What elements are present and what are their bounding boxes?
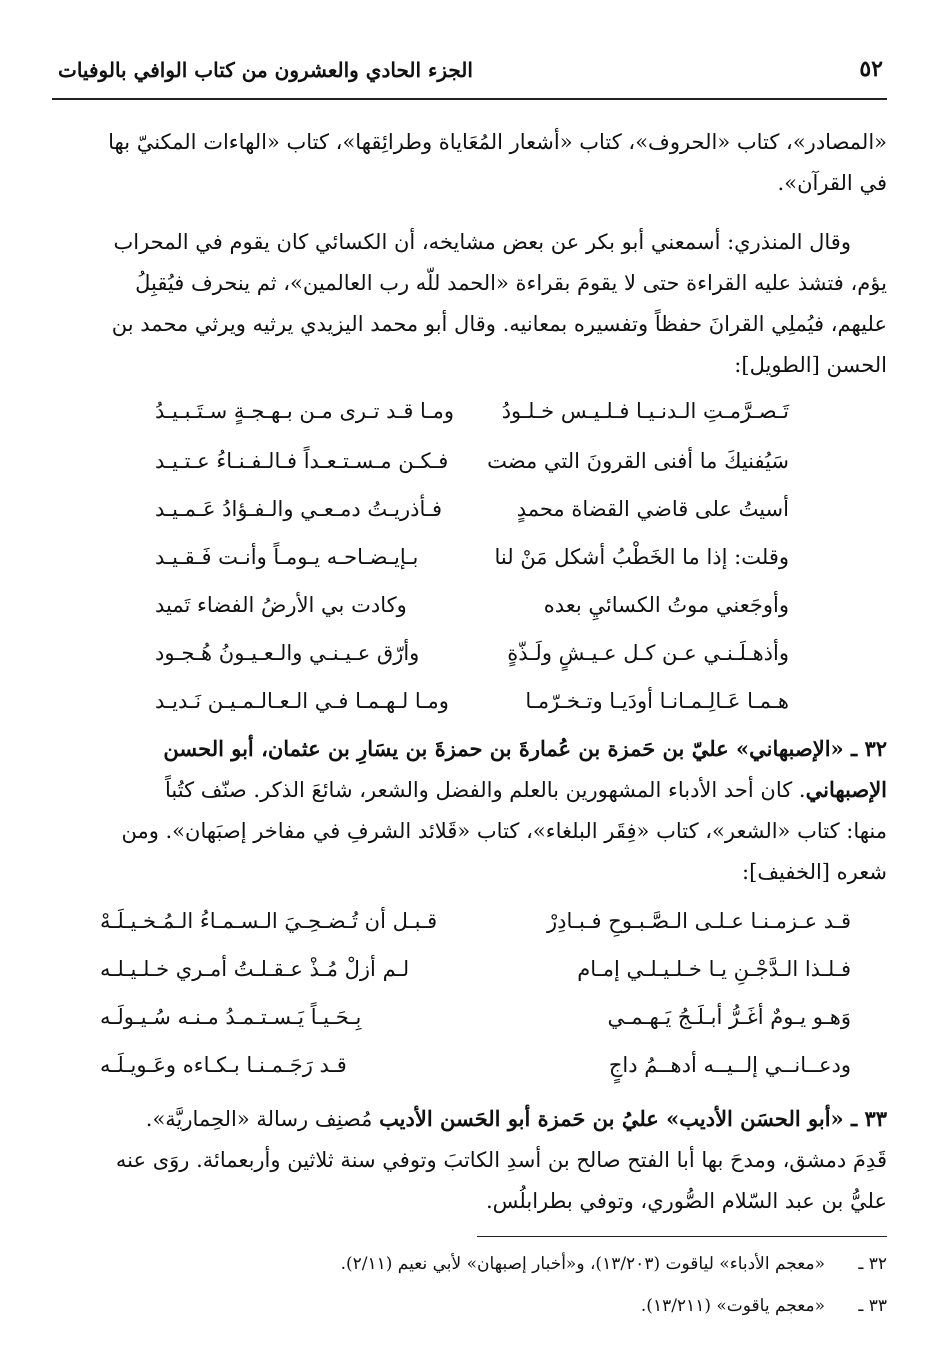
intro-paragraph	[52, 122, 887, 204]
entry-heading: ٣٢ ـ «الإصبهاني» عليّ بن حَمزة بن عُمارةَ بن حمزةَ بن يسَارِ بن عثمان، أبو الحسن	[163, 736, 887, 761]
text-line: عليُّ بن عبد السّلام الصُّوري، وتوفي بطرابلُس.	[485, 1189, 887, 1213]
footnote-number: ٣٢ ـ	[858, 1254, 887, 1274]
text-line: في القرآن».	[777, 171, 887, 195]
text-line: قَدِمَ دمشق، ومدحَ بها أبا الفتح صالح بن أسدِ الكاتبَ وتوفي سنة ثلاثين وأربعمائة. روَى عنه	[115, 1148, 887, 1172]
entry-32	[52, 728, 887, 893]
verse-hemistich-second: فـأذريـتُ دمـعـي والـفـؤادُ عَـمـيـد	[155, 497, 443, 521]
verse-hemistich-first: وَهـو يـومٌ أغَـرُّ أبـلَـجُ يَـهـمـي	[607, 1005, 851, 1029]
mundhiri-paragraph	[52, 222, 887, 386]
footnote	[52, 1250, 887, 1278]
entry-name: الإصبهاني	[805, 777, 887, 802]
poem-verse	[155, 488, 789, 530]
verse-hemistich-first: أسيتُ على قاضي القضاة محمدٍ	[516, 497, 789, 521]
verse-hemistich-first: وأوجَعني موتُ الكسائيِ بعده	[543, 593, 789, 617]
text-line	[52, 769, 887, 811]
poem-verse	[100, 1044, 851, 1086]
footnote-text: «معجم ياقوت» (١٣/٢١١).	[640, 1296, 825, 1316]
poem-verse	[155, 390, 789, 432]
poem-verse	[100, 900, 851, 942]
verse-hemistich-second: ومـا لـهـمـا فـي الـعـالـمـيـن نَـديـد	[155, 689, 449, 713]
text-line: الحسن [الطويل]:	[734, 353, 887, 377]
verse-hemistich-first: وأذهـلَـنـي عـن كـل عـيـشٍ ولَـذّةٍ	[507, 641, 789, 665]
page-number: ٥٢	[859, 56, 883, 82]
footnote-number: ٣٣ ـ	[858, 1296, 887, 1316]
verse-hemistich-first: ودعــانــي إلــيــه أدهــمُ داجٍ	[608, 1053, 851, 1077]
entry-33	[52, 1098, 887, 1222]
verse-hemistich-first: هـمـا عَـالِـمـانـا أودَيـا وتـخـرّمـا	[525, 689, 789, 713]
text-line: عليهم، فيُملِي القرانَ حفظاً وتفسيره بمعانيه. وقال أبو محمد اليزيدي يرثيه ويرثي محمد بن	[111, 312, 887, 336]
text-line	[52, 1098, 887, 1140]
poem-verse	[155, 680, 789, 722]
verse-hemistich-first: قـد عـزمـنـا عـلـى الـصَّـبـوحِ فـبـادِرْ	[547, 909, 851, 933]
text-line: يؤم، فتشذ عليه القراءة حتى لا يقومَ بقراءة «الحمد للّه رب العالمين»، ثم ينحرف فيُقبِلُ	[135, 271, 887, 295]
poem-verse	[155, 440, 789, 482]
verse-hemistich-second: وأرّق عـيـنـي والـعـيـونُ هُـجـود	[155, 641, 420, 665]
verse-hemistich-second: وكادت بي الأرضُ الفضاء تَميد	[155, 593, 407, 617]
poem-verse	[155, 584, 789, 626]
footnote-divider	[477, 1236, 887, 1237]
verse-hemistich-second: لـم أزلْ مُـذْ عـقـلـتُ أمـري خـلـيـلـه	[100, 957, 410, 981]
verse-hemistich-second: فـكـن مـسـتـعـداً فـالـفـنـاءُ عـتـيـد	[155, 449, 449, 473]
text-run: . كان أحد الأدباء المشهورين بالعلم والفضل والشعر، شائعَ الذكر. صنّف كتُباً	[165, 778, 806, 802]
verse-hemistich-first: وقلت: إذا ما الخَطْبُ أشكل مَنْ لنا	[494, 545, 789, 569]
verse-hemistich-first: فـلـذا الـدَّجْـنِ يـا خـلـيـلـي إمـام	[577, 957, 851, 981]
verse-hemistich-second: ومـا قـد تـرى مـن بـهـجـةٍ سـتَـبـيـدُ	[155, 399, 454, 423]
footnote	[52, 1292, 887, 1320]
page-header	[52, 50, 887, 100]
poem-verse	[100, 996, 851, 1038]
text-line: شعره [الخفيف]:	[742, 860, 887, 884]
poem-verse	[155, 536, 789, 578]
text-line: وقال المنذري: أسمعني أبو بكر عن بعض مشايخه، أن الكسائي كان يقوم في المحراب	[113, 230, 851, 254]
verse-hemistich-second: قـد رَجَـمـنـا بـكـاءه وعَـويـلَـه	[100, 1053, 347, 1077]
verse-hemistich-second: بِـحَـيـاً يَـسـتـمـدُ مـنـه سُـيـولَـه	[100, 1005, 362, 1029]
text-line: منها: كتاب «الشعر»، كتاب «فِقَر البلغاء»، كتاب «قَلائد الشرفِ في مفاخر إصبَهان». ومن	[121, 819, 887, 843]
text-run: مُصنِف رسالة «الحِماريَّة».	[145, 1107, 380, 1131]
text-line: «المصادر»، كتاب «الحروف»، كتاب «أشعار المُعَاياة وطرائِقها»، كتاب «الهاءات المكنيّ بها	[108, 130, 887, 154]
verse-hemistich-first: تَـصـرَّمـتِ الـدنـيـا فـلـيـس خـلـودُ	[501, 399, 789, 423]
running-title: الجزء الحادي والعشرون من كتاب الوافي بالوفيات	[58, 58, 473, 82]
poem-verse	[100, 948, 851, 990]
verse-hemistich-second: بـإيـضـاحـه يـومـاً وأنـت فَـقـيـد	[155, 545, 419, 569]
poem-verse	[155, 632, 789, 674]
verse-hemistich-first: سَيُفنيكَ ما أفنى القرونَ التي مضت	[487, 449, 789, 473]
verse-hemistich-second: قـبـل أن تُـضـحِـيَ الـسـمـاءُ الـمُـخـيـلَـهْ	[100, 909, 438, 933]
footnote-text: «معجم الأدباء» لياقوت (١٣/٢٠٣)، و«أخبار إصبهان» لأبي نعيم (٢/١١).	[340, 1254, 825, 1274]
entry-heading: ٣٣ ـ «أبو الحسَن الأديب» عليُ بن حَمزة أبو الحَسن الأديب	[379, 1106, 887, 1131]
